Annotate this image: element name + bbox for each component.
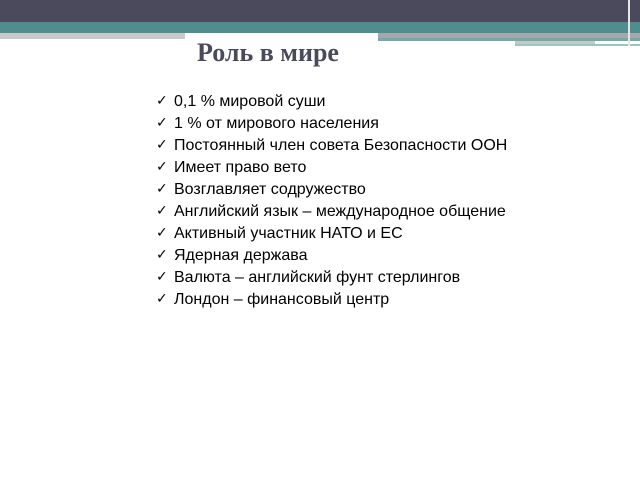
checkmark-icon: ✓ [156,269,168,285]
header-band-teal [0,22,640,33]
list-item-text: Активный участник НАТО и ЕС [174,225,403,242]
checkmark-icon: ✓ [156,181,168,197]
list-item-text: Возглавляет содружество [174,181,366,198]
list-item-text: 1 % от мирового населения [174,115,379,132]
list-item [156,179,556,200]
list-item-text: Постоянный член совета Безопасности ООН [174,137,508,154]
list-item-text: 0,1 % мировой суши [174,93,326,110]
header-strip-right-light-teal [515,44,640,46]
checkmark-icon: ✓ [156,291,168,307]
list-item-text: Английский язык – международное общение [174,203,506,220]
checkmark-icon: ✓ [156,159,168,175]
checkmark-icon: ✓ [156,225,168,241]
list-item [156,91,556,112]
list-item [156,201,556,222]
list-item [156,157,556,178]
list-item-text: Валюта – английский фунт стерлингов [174,269,461,286]
list-item [156,135,556,156]
header-strip-right-teal [378,38,640,41]
bullet-list [156,91,556,311]
checkmark-icon: ✓ [156,203,168,219]
header-divider-line [628,0,630,46]
list-item-text: Имеет право вето [174,159,307,176]
checkmark-icon: ✓ [156,247,168,263]
slide-title: Роль в мире [197,38,339,67]
list-item [156,223,556,244]
list-item [156,245,556,266]
checkmark-icon: ✓ [156,137,168,153]
list-item [156,113,556,134]
header-band-dark [0,0,640,22]
list-item-text: Лондон – финансовый центр [174,291,390,308]
list-item-text: Ядерная держава [174,247,308,264]
header-strip-left [0,33,185,39]
checkmark-icon: ✓ [156,93,168,109]
list-item [156,289,556,310]
checkmark-icon: ✓ [156,115,168,131]
list-item [156,267,556,288]
